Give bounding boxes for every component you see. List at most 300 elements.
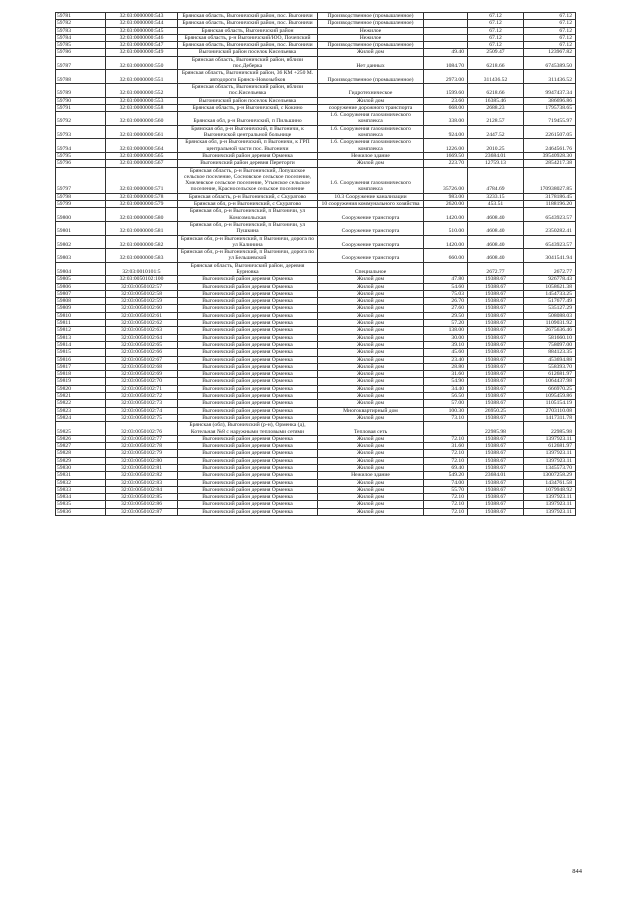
cadastral-number-cell: 32:03:0050102:70 — [106, 378, 178, 385]
area-cell: 1420.00 — [424, 208, 468, 222]
purpose-cell: Жилой дом — [318, 327, 424, 334]
table-row — [56, 34, 576, 41]
purpose-cell: Жилой дом — [318, 414, 424, 421]
cadastral-value-cell: 6543923.57 — [524, 208, 576, 222]
cadastral-value-cell: 1095459.86 — [524, 393, 576, 400]
area-cell: 54.60 — [424, 283, 468, 290]
address-cell: Брянская область, р-н Выгоничский/ЮО, Почепский — [178, 34, 318, 41]
address-cell: Выгоничский район деревня Орменка — [178, 486, 318, 493]
area-cell: 56.50 — [424, 393, 468, 400]
cadastral-number-cell: 32:03:0050102:59 — [106, 298, 178, 305]
area-cell: 26.70 — [424, 298, 468, 305]
address-cell: Брянская обл, р-н Выгоничский, п Пильшино — [178, 112, 318, 126]
address-cell: Брянская обл, р-н Выгоничский, с Скуратово — [178, 201, 318, 208]
table-row — [56, 414, 576, 421]
address-cell: Брянская область, р-н Выгоничский, с Скуратово — [178, 193, 318, 200]
purpose-cell: Производственное (промышленное) — [318, 13, 424, 20]
purpose-cell: Жилой дом — [318, 305, 424, 312]
cadastral-number-cell: 32:03:0050102:77 — [106, 435, 178, 442]
area-cell: 28.80 — [424, 363, 468, 370]
cadastral-number-cell: 32:03:0000000:560 — [106, 112, 178, 126]
cadastral-value-cell: 67.12 — [524, 42, 576, 49]
address-cell: Выгоничский район деревня Орменка — [178, 457, 318, 464]
area-cell: 30.00 — [424, 334, 468, 341]
cadastral-number-cell: 32:03:0050102:65 — [106, 341, 178, 348]
specific-value-cell: 16385.46 — [468, 97, 524, 104]
cadastral-value-cell: 2350282.41 — [524, 221, 576, 235]
row-number-cell: 59798 — [56, 193, 106, 200]
cadastral-value-cell: 1188196.20 — [524, 201, 576, 208]
table-row — [56, 97, 576, 104]
row-number-cell: 59832 — [56, 479, 106, 486]
area-cell: 100.30 — [424, 407, 468, 414]
cadastral-value-cell: 39540928.30 — [524, 152, 576, 159]
cadastral-value-cell: 6745389.50 — [524, 56, 576, 70]
row-number-cell: 59791 — [56, 104, 106, 111]
specific-value-cell: 23684.01 — [468, 472, 524, 479]
table-row — [56, 249, 576, 263]
row-number-cell: 59821 — [56, 393, 106, 400]
address-cell: Выгоничский район деревня Орменка — [178, 479, 318, 486]
table-row — [56, 435, 576, 442]
cadastral-number-cell: 32:03:0050102:74 — [106, 407, 178, 414]
area-cell — [424, 422, 468, 436]
address-cell: Выгоничский район деревня Орменка — [178, 290, 318, 297]
cadastral-number-cell: 32:03:0050102:84 — [106, 486, 178, 493]
cadastral-value-cell: 1079948.92 — [524, 486, 576, 493]
row-number-cell: 59793 — [56, 125, 106, 139]
address-cell: Брянская область, Выгоничский район, 36 КМ +250 М. автодороги Брянск-Новозыбков — [178, 70, 318, 84]
cadastral-number-cell: 32:03:0000000:564 — [106, 139, 178, 153]
address-cell: Выгоничский район деревня Орменка — [178, 356, 318, 363]
area-cell: 27.60 — [424, 305, 468, 312]
row-number-cell: 59829 — [56, 457, 106, 464]
address-cell: Брянская обл, р-н Выгоничский, п Выгоничи, к ГРП центральной части пос. Выгоничи — [178, 139, 318, 153]
row-number-cell: 59802 — [56, 235, 106, 249]
table-row — [56, 112, 576, 126]
address-cell: Брянская обл, р-н Выгоничский, п Выгоничи, ул Комсомольская — [178, 208, 318, 222]
address-cell: Выгоничский район деревня Орменка — [178, 414, 318, 421]
row-number-cell: 59801 — [56, 221, 106, 235]
row-number-cell: 59792 — [56, 112, 106, 126]
row-number-cell: 59799 — [56, 201, 106, 208]
purpose-cell: Жилой дом — [318, 97, 424, 104]
area-cell — [424, 262, 468, 276]
area-cell — [424, 20, 468, 27]
table-row — [56, 262, 576, 276]
cadastral-value-cell: 719455.97 — [524, 112, 576, 126]
cadastral-number-cell: 32:03:0050102:100 — [106, 276, 178, 283]
area-cell: 1084.70 — [424, 56, 468, 70]
address-cell: Брянская обл, р-н Выгоничский, п Выгоничи, ул Пушкина — [178, 221, 318, 235]
row-number-cell: 59833 — [56, 486, 106, 493]
cadastral-number-cell: 32:03:0050102:68 — [106, 363, 178, 370]
specific-value-cell: 19388.67 — [468, 298, 524, 305]
specific-value-cell: 4608.40 — [468, 235, 524, 249]
table-row — [56, 363, 576, 370]
area-cell: 660.00 — [424, 249, 468, 263]
specific-value-cell: 19388.67 — [468, 378, 524, 385]
address-cell: Брянская обл, р-н Выгоничский, п Выгоничи, к Выгоничской центральной больнице — [178, 125, 318, 139]
row-number-cell: 59835 — [56, 501, 106, 508]
specific-value-cell: 4784.69 — [468, 167, 524, 193]
area-cell: 1420.00 — [424, 235, 468, 249]
specific-value-cell: 67.12 — [468, 13, 524, 20]
specific-value-cell: 19388.67 — [468, 508, 524, 515]
address-cell: Выгоничский район деревня Орменка — [178, 298, 318, 305]
row-number-cell: 59830 — [56, 465, 106, 472]
cadastral-value-cell: 1434761.58 — [524, 479, 576, 486]
table-row — [56, 465, 576, 472]
address-cell: Выгоничский район деревня Орменка — [178, 472, 318, 479]
row-number-cell: 59788 — [56, 70, 106, 84]
row-number-cell: 59814 — [56, 341, 106, 348]
address-cell: Выгоничский район деревня Орменка — [178, 341, 318, 348]
table-row — [56, 208, 576, 222]
specific-value-cell: 2688.23 — [468, 104, 524, 111]
row-number-cell: 59804 — [56, 262, 106, 276]
cadastral-value-cell: 1417311.78 — [524, 414, 576, 421]
cadastral-value-cell: 3178186.45 — [524, 193, 576, 200]
table-row — [56, 385, 576, 392]
specific-value-cell: 6218.66 — [468, 83, 524, 97]
table-row — [56, 479, 576, 486]
purpose-cell: Жилой дом — [318, 385, 424, 392]
table-row — [56, 400, 576, 407]
cadastral-value-cell: 1105154.19 — [524, 400, 576, 407]
specific-value-cell: 19388.67 — [468, 465, 524, 472]
row-number-cell: 59827 — [56, 443, 106, 450]
purpose-cell: 10.3 Сооружение канализации — [318, 193, 424, 200]
address-cell: Выгоничский район деревня Орменка — [178, 320, 318, 327]
area-cell: 924.00 — [424, 125, 468, 139]
row-number-cell: 59824 — [56, 414, 106, 421]
area-cell: 223.70 — [424, 160, 468, 167]
area-cell: 39.10 — [424, 341, 468, 348]
table-row — [56, 501, 576, 508]
cadastral-number-cell: 32:03:0050102:81 — [106, 465, 178, 472]
table-row — [56, 56, 576, 70]
purpose-cell: Жилой дом — [318, 160, 424, 167]
address-cell: Выгоничский район деревня Орменка — [178, 312, 318, 319]
address-cell: Выгоничский район поселок Кисельевка — [178, 49, 318, 56]
area-cell: 29.50 — [424, 312, 468, 319]
table-row — [56, 70, 576, 84]
cadastral-value-cell: 311436.52 — [524, 70, 576, 84]
area-cell: 668.00 — [424, 104, 468, 111]
cadastral-number-cell: 32:03:0000000:550 — [106, 56, 178, 70]
area-cell — [424, 13, 468, 20]
cadastral-value-cell: 2261507.05 — [524, 125, 576, 139]
specific-value-cell: 2672.77 — [468, 262, 524, 276]
area-cell: 57.20 — [424, 320, 468, 327]
cadastral-value-cell: 1397923.11 — [524, 435, 576, 442]
address-cell: Выгоничский район деревня Орменка — [178, 435, 318, 442]
row-number-cell: 59834 — [56, 494, 106, 501]
row-number-cell: 59806 — [56, 283, 106, 290]
cadastral-value-cell: 1397923.11 — [524, 501, 576, 508]
area-cell: 510.00 — [424, 221, 468, 235]
cadastral-number-cell: 32:03:0050102:78 — [106, 443, 178, 450]
cadastral-value-cell: 170938027.85 — [524, 167, 576, 193]
row-number-cell: 59826 — [56, 435, 106, 442]
purpose-cell: Жилой дом — [318, 501, 424, 508]
specific-value-cell: 19388.67 — [468, 363, 524, 370]
purpose-cell: Сооружение транспорта — [318, 221, 424, 235]
address-cell: Выгоничский район деревня Орменка — [178, 152, 318, 159]
address-cell: Брянская область, р-н Выгоничский, с Кокино — [178, 104, 318, 111]
cadastral-number-cell: 32:03:0050102:73 — [106, 400, 178, 407]
cadastral-number-cell: 32:03:0050102:87 — [106, 508, 178, 515]
specific-value-cell: 19388.67 — [468, 320, 524, 327]
specific-value-cell: 19388.67 — [468, 414, 524, 421]
table-row — [56, 422, 576, 436]
cadastral-number-cell: 32:03:0050102:67 — [106, 356, 178, 363]
area-cell: 72.10 — [424, 435, 468, 442]
purpose-cell: Жилой дом — [318, 334, 424, 341]
table-row — [56, 42, 576, 49]
cadastral-number-cell: 32:03:0000000:549 — [106, 49, 178, 56]
row-number-cell: 59781 — [56, 13, 106, 20]
cadastral-number-cell: 32:03:0000000:544 — [106, 20, 178, 27]
address-cell: Выгоничский район деревня Орменка — [178, 400, 318, 407]
row-number-cell: 59794 — [56, 139, 106, 153]
area-cell: 72.10 — [424, 501, 468, 508]
cadastral-value-cell: 1795738.65 — [524, 104, 576, 111]
cadastral-number-cell: 32:03:0000000:545 — [106, 27, 178, 34]
cadastral-value-cell: 2703110.08 — [524, 407, 576, 414]
cadastral-value-cell: 3041541.94 — [524, 249, 576, 263]
specific-value-cell: 19388.67 — [468, 479, 524, 486]
row-number-cell: 59800 — [56, 208, 106, 222]
cadastral-number-cell: 32:03:0000000:571 — [106, 167, 178, 193]
table-row — [56, 139, 576, 153]
row-number-cell: 59815 — [56, 349, 106, 356]
cadastral-value-cell: 558393.70 — [524, 363, 576, 370]
table-row — [56, 125, 576, 139]
table-row — [56, 13, 576, 20]
table-row — [56, 334, 576, 341]
specific-value-cell: 19388.67 — [468, 305, 524, 312]
specific-value-cell: 67.12 — [468, 27, 524, 34]
specific-value-cell: 4608.40 — [468, 221, 524, 235]
table-row — [56, 298, 576, 305]
row-number-cell: 59810 — [56, 312, 106, 319]
purpose-cell: Жилой дом — [318, 450, 424, 457]
area-cell: 72.10 — [424, 494, 468, 501]
specific-value-cell: 67.12 — [468, 20, 524, 27]
registry-sheet — [55, 12, 575, 516]
row-number-cell: 59809 — [56, 305, 106, 312]
area-cell: 31.60 — [424, 443, 468, 450]
table-row — [56, 235, 576, 249]
table-row — [56, 327, 576, 334]
specific-value-cell: 26950.25 — [468, 407, 524, 414]
row-number-cell: 59813 — [56, 334, 106, 341]
row-number-cell: 59823 — [56, 407, 106, 414]
specific-value-cell: 2128.57 — [468, 112, 524, 126]
row-number-cell: 59795 — [56, 152, 106, 159]
cadastral-value-cell: 612681.97 — [524, 443, 576, 450]
cadastral-value-cell: 926778.43 — [524, 276, 576, 283]
cadastral-table — [55, 12, 576, 516]
purpose-cell: Жилой дом — [318, 356, 424, 363]
purpose-cell: сооружение дорожного транспорта — [318, 104, 424, 111]
area-cell: 69.40 — [424, 465, 468, 472]
address-cell: Выгоничский район деревня Орменка — [178, 371, 318, 378]
row-number-cell: 59811 — [56, 320, 106, 327]
table-row — [56, 371, 576, 378]
specific-value-cell: 2509.47 — [468, 49, 524, 56]
cadastral-number-cell: 32:03:0000000:551 — [106, 70, 178, 84]
cadastral-number-cell: 32:03:0000000:567 — [106, 160, 178, 167]
address-cell: Брянская область, Выгоничский район, пос. Выгоничи — [178, 42, 318, 49]
cadastral-number-cell: 32:03:0050102:66 — [106, 349, 178, 356]
row-number-cell: 59825 — [56, 422, 106, 436]
cadastral-value-cell: 1064437.98 — [524, 378, 576, 385]
specific-value-cell: 19388.67 — [468, 283, 524, 290]
cadastral-value-cell: 1454733.25 — [524, 290, 576, 297]
cadastral-value-cell: 2464561.76 — [524, 139, 576, 153]
address-cell: Брянская область, Выгоничский район, пос. Выгоничи — [178, 13, 318, 20]
specific-value-cell: 19388.67 — [468, 371, 524, 378]
area-cell: 23.40 — [424, 356, 468, 363]
purpose-cell: Жилой дом — [318, 494, 424, 501]
table-row — [56, 104, 576, 111]
area-cell: 45.60 — [424, 349, 468, 356]
cadastral-value-cell: 9947437.34 — [524, 83, 576, 97]
row-number-cell: 59797 — [56, 167, 106, 193]
table-row — [56, 305, 576, 312]
cadastral-number-cell: 32:03:0000000:580 — [106, 208, 178, 222]
row-number-cell: 59796 — [56, 160, 106, 167]
cadastral-value-cell: 1397923.11 — [524, 494, 576, 501]
specific-value-cell: 22985.98 — [468, 422, 524, 436]
purpose-cell: Жилой дом — [318, 312, 424, 319]
cadastral-number-cell: 32:03:0000000:578 — [106, 193, 178, 200]
cadastral-number-cell: 32:03:0050102:85 — [106, 494, 178, 501]
table-row — [56, 443, 576, 450]
purpose-cell: Жилой дом — [318, 479, 424, 486]
cadastral-number-cell: 32:03:0050102:76 — [106, 422, 178, 436]
specific-value-cell: 19388.67 — [468, 312, 524, 319]
table-row — [56, 472, 576, 479]
table-row — [56, 290, 576, 297]
specific-value-cell: 19388.67 — [468, 385, 524, 392]
cadastral-number-cell: 32:03:0050102:83 — [106, 479, 178, 486]
address-cell: Выгоничский район поселок Кисельевка — [178, 97, 318, 104]
address-cell: Выгоничский район деревня Орменка — [178, 393, 318, 400]
specific-value-cell: 2010.25 — [468, 139, 524, 153]
purpose-cell: Жилой дом — [318, 283, 424, 290]
area-cell: 55.70 — [424, 486, 468, 493]
cadastral-value-cell: 2854217.38 — [524, 160, 576, 167]
purpose-cell: 1.6. Сооружения газохимического комплекса — [318, 125, 424, 139]
specific-value-cell: 6218.66 — [468, 56, 524, 70]
purpose-cell: 1.6. Сооружения газохимического комплекса — [318, 139, 424, 153]
specific-value-cell: 19388.67 — [468, 341, 524, 348]
cadastral-number-cell: 32:03:0050102:86 — [106, 501, 178, 508]
cadastral-value-cell: 2675636.46 — [524, 327, 576, 334]
cadastral-number-cell: 32:03:0000000:561 — [106, 125, 178, 139]
cadastral-value-cell: 6543923.57 — [524, 235, 576, 249]
specific-value-cell: 19388.67 — [468, 435, 524, 442]
area-cell — [424, 34, 468, 41]
area-cell — [424, 42, 468, 49]
purpose-cell: Гидротехническое — [318, 83, 424, 97]
address-cell: Брянская область, Выгоничский район — [178, 27, 318, 34]
cadastral-number-cell: 32:03:0050102:63 — [106, 327, 178, 334]
purpose-cell: Жилой дом — [318, 49, 424, 56]
row-number-cell: 59819 — [56, 378, 106, 385]
table-row — [56, 378, 576, 385]
table-row — [56, 201, 576, 208]
cadastral-number-cell: 32:03:0050102:79 — [106, 450, 178, 457]
table-row — [56, 494, 576, 501]
cadastral-number-cell: 32:03:0050102:80 — [106, 457, 178, 464]
row-number-cell: 59831 — [56, 472, 106, 479]
specific-value-cell: 3233.15 — [468, 193, 524, 200]
cadastral-value-cell: 884123.35 — [524, 349, 576, 356]
cadastral-number-cell: 32:03:0000000:581 — [106, 221, 178, 235]
cadastral-value-cell: 1397923.11 — [524, 508, 576, 515]
purpose-cell: Жилой дом — [318, 371, 424, 378]
table-row — [56, 450, 576, 457]
address-cell: Брянская область, Выгоничский район, вблизи пос.Деберка — [178, 56, 318, 70]
table-row — [56, 276, 576, 283]
area-cell: 983.00 — [424, 193, 468, 200]
row-number-cell: 59836 — [56, 508, 106, 515]
table-row — [56, 320, 576, 327]
cadastral-value-cell: 453694.88 — [524, 356, 576, 363]
table-row — [56, 49, 576, 56]
cadastral-value-cell: 517677.49 — [524, 298, 576, 305]
cadastral-value-cell: 1345573.70 — [524, 465, 576, 472]
purpose-cell: Производственное (промышленное) — [318, 70, 424, 84]
address-cell: Брянская (обл), Выгоничский (р-н), Орменка (д), Котельная №8 с наружными тепловыми сетями — [178, 422, 318, 436]
address-cell: Брянская обл, р-н Выгоничский, п Выгоничи, дорога по ул Калинина — [178, 235, 318, 249]
page-number: 844 — [572, 868, 582, 875]
purpose-cell: Жилой дом — [318, 400, 424, 407]
table-row — [56, 356, 576, 363]
table-row — [56, 393, 576, 400]
cadastral-number-cell: 32:03:0050102:72 — [106, 393, 178, 400]
table-row — [56, 167, 576, 193]
purpose-cell: Производственное (промышленное) — [318, 20, 424, 27]
area-cell: 72.10 — [424, 450, 468, 457]
specific-value-cell: 19388.67 — [468, 327, 524, 334]
address-cell: Брянская область, Выгоничский район, вблизи пос.Кисельевка — [178, 83, 318, 97]
table-row — [56, 83, 576, 97]
cadastral-number-cell: 32:03:0050102:62 — [106, 320, 178, 327]
cadastral-number-cell: 32:03:0050102:69 — [106, 371, 178, 378]
table-row — [56, 221, 576, 235]
area-cell: 75.03 — [424, 290, 468, 297]
purpose-cell: Сооружение транспорта — [318, 235, 424, 249]
specific-value-cell: 4608.40 — [468, 208, 524, 222]
row-number-cell: 59817 — [56, 363, 106, 370]
area-cell: 57.00 — [424, 400, 468, 407]
cadastral-value-cell: 67.12 — [524, 20, 576, 27]
cadastral-number-cell: 32:03:0050102:58 — [106, 290, 178, 297]
area-cell: 1226.00 — [424, 139, 468, 153]
cadastral-number-cell: 32:03:0000000:546 — [106, 34, 178, 41]
purpose-cell: Нежилое — [318, 34, 424, 41]
row-number-cell: 59807 — [56, 290, 106, 297]
address-cell: Брянская область, р-н Выгоничский, Лопушское сельское поселение, Сосновское сельское поселение, Хмелевское сельское поселение, Утынское сельское поселение, Красносельское сельское поселение — [178, 167, 318, 193]
address-cell: Выгоничский район деревня Орменка — [178, 363, 318, 370]
address-cell: Выгоничский район деревня Орменка — [178, 334, 318, 341]
